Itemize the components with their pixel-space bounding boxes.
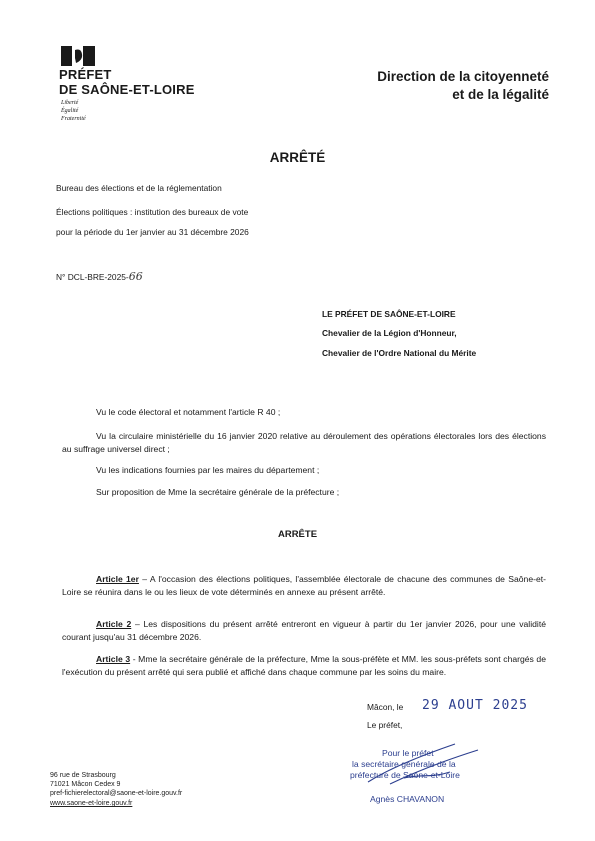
authority-line1: LE PRÉFET DE SAÔNE-ET-LOIRE — [322, 309, 456, 319]
arrete-heading: ARRÊTE — [277, 529, 318, 540]
article-3-label: Article 3 — [96, 654, 131, 664]
footer-email[interactable]: pref-fichierelectoral@saone-et-loire.gouv.fr — [50, 790, 183, 797]
article-2: Article 2 – Les dispositions du présent arrêté entreront en vigueur à partir du 1er janvier 2026, pour une validité courant jusqu'au 31 décembre 2026. — [62, 619, 546, 642]
footer-address-line2: 71021 Mâcon Cedex 9 — [50, 781, 121, 788]
article-1-text: A l'occasion des élections politiques, l'assemblée électorale de chacune des communes de Saône-et-Loire se réunira dans le ou les lieux de vote déterminés en annexe au présent arrêté. — [62, 574, 546, 597]
reference-handwritten: 66 — [128, 270, 143, 283]
article-3: Article 3 - Mme la secrétaire générale de la préfecture, Mme la sous-préfète et MM. les sous-préfets sont chargés de l'exécution du présent arrêté qui sera publié et affiché dans chaque commune par les soins du maire. — [62, 654, 546, 677]
motto-egalite: Égalité — [61, 108, 79, 114]
authority-line2: Chevalier de la Légion d'Honneur, — [322, 328, 457, 338]
subject-line1: Élections politiques : institution des bureaux de vote — [56, 207, 249, 217]
motto-fraternite: Fraternité — [61, 116, 86, 122]
signature-place: Mâcon, le — [367, 702, 404, 712]
visa-indications-maires: Vu les indications fournies par les maires du département ; — [96, 465, 320, 475]
delegation-line2: la secrétaire générale de la — [352, 759, 456, 769]
motto-liberte: Liberté — [61, 100, 79, 106]
subject-line2: pour la période du 1er janvier au 31 décembre 2026 — [56, 227, 249, 237]
date-stamp: 29 AOUT 2025 — [422, 698, 528, 713]
footer-address-line1: 96 rue de Strasbourg — [50, 772, 116, 779]
article-2-label: Article 2 — [96, 619, 132, 629]
prefet-title-line2: DE SAÔNE-ET-LOIRE — [59, 82, 195, 97]
footer-website-link[interactable]: www.saone-et-loire.gouv.fr — [50, 800, 133, 807]
visa-proposition: Sur proposition de Mme la secrétaire générale de la préfecture ; — [96, 487, 340, 497]
reference-number — [56, 270, 143, 283]
document-title: ARRÊTÉ — [269, 150, 326, 165]
delegation-signature-block — [340, 738, 490, 808]
direction-line1: Direction de la citoyenneté — [377, 69, 549, 84]
handwritten-signature — [360, 738, 490, 796]
visa-code-electoral: Vu le code électoral et notamment l'article R 40 ; — [96, 407, 281, 417]
marianne-logo — [61, 46, 95, 66]
direction-line2: et de la légalité — [452, 87, 549, 102]
article-1-label: Article 1er — [96, 574, 139, 584]
signature-role: Le préfet, — [367, 720, 403, 730]
signatory-name: Agnès CHAVANON — [370, 794, 445, 804]
visa-circulaire: Vu la circulaire ministérielle du 16 janvier 2020 relative au déroulement des opérations électorales lors des élections au suffrage universel direct ; — [62, 431, 546, 454]
delegation-line3: préfecture de Saône-et-Loire — [350, 770, 460, 780]
article-3-text: Mme la secrétaire générale de la préfecture, Mme la sous-préfète et MM. les sous-préfets sont chargés de l'exécution du présent arrêté qui sera publié et affiché dans chaque commune par les soins du maire. — [62, 654, 546, 677]
delegation-line1: Pour le préfet — [382, 748, 434, 758]
article-1: Article 1er – A l'occasion des élections politiques, l'assemblée électorale de chacune des communes de Saône-et-Loire se réunira dans le ou les lieux de vote déterminés en annexe au présent arrêté. — [62, 574, 546, 597]
authority-line3: Chevalier de l'Ordre National du Mérite — [322, 348, 477, 358]
prefet-title-line1: PRÉFET — [59, 67, 112, 82]
reference-prefix: N° DCL-BRE-2025- — [56, 272, 129, 282]
bureau-name: Bureau des élections et de la réglementation — [56, 183, 222, 193]
article-2-text: Les dispositions du présent arrêté entreront en vigueur à partir du 1er janvier 2026, pour une validité courant jusqu'au 31 décembre 2026. — [62, 619, 546, 642]
